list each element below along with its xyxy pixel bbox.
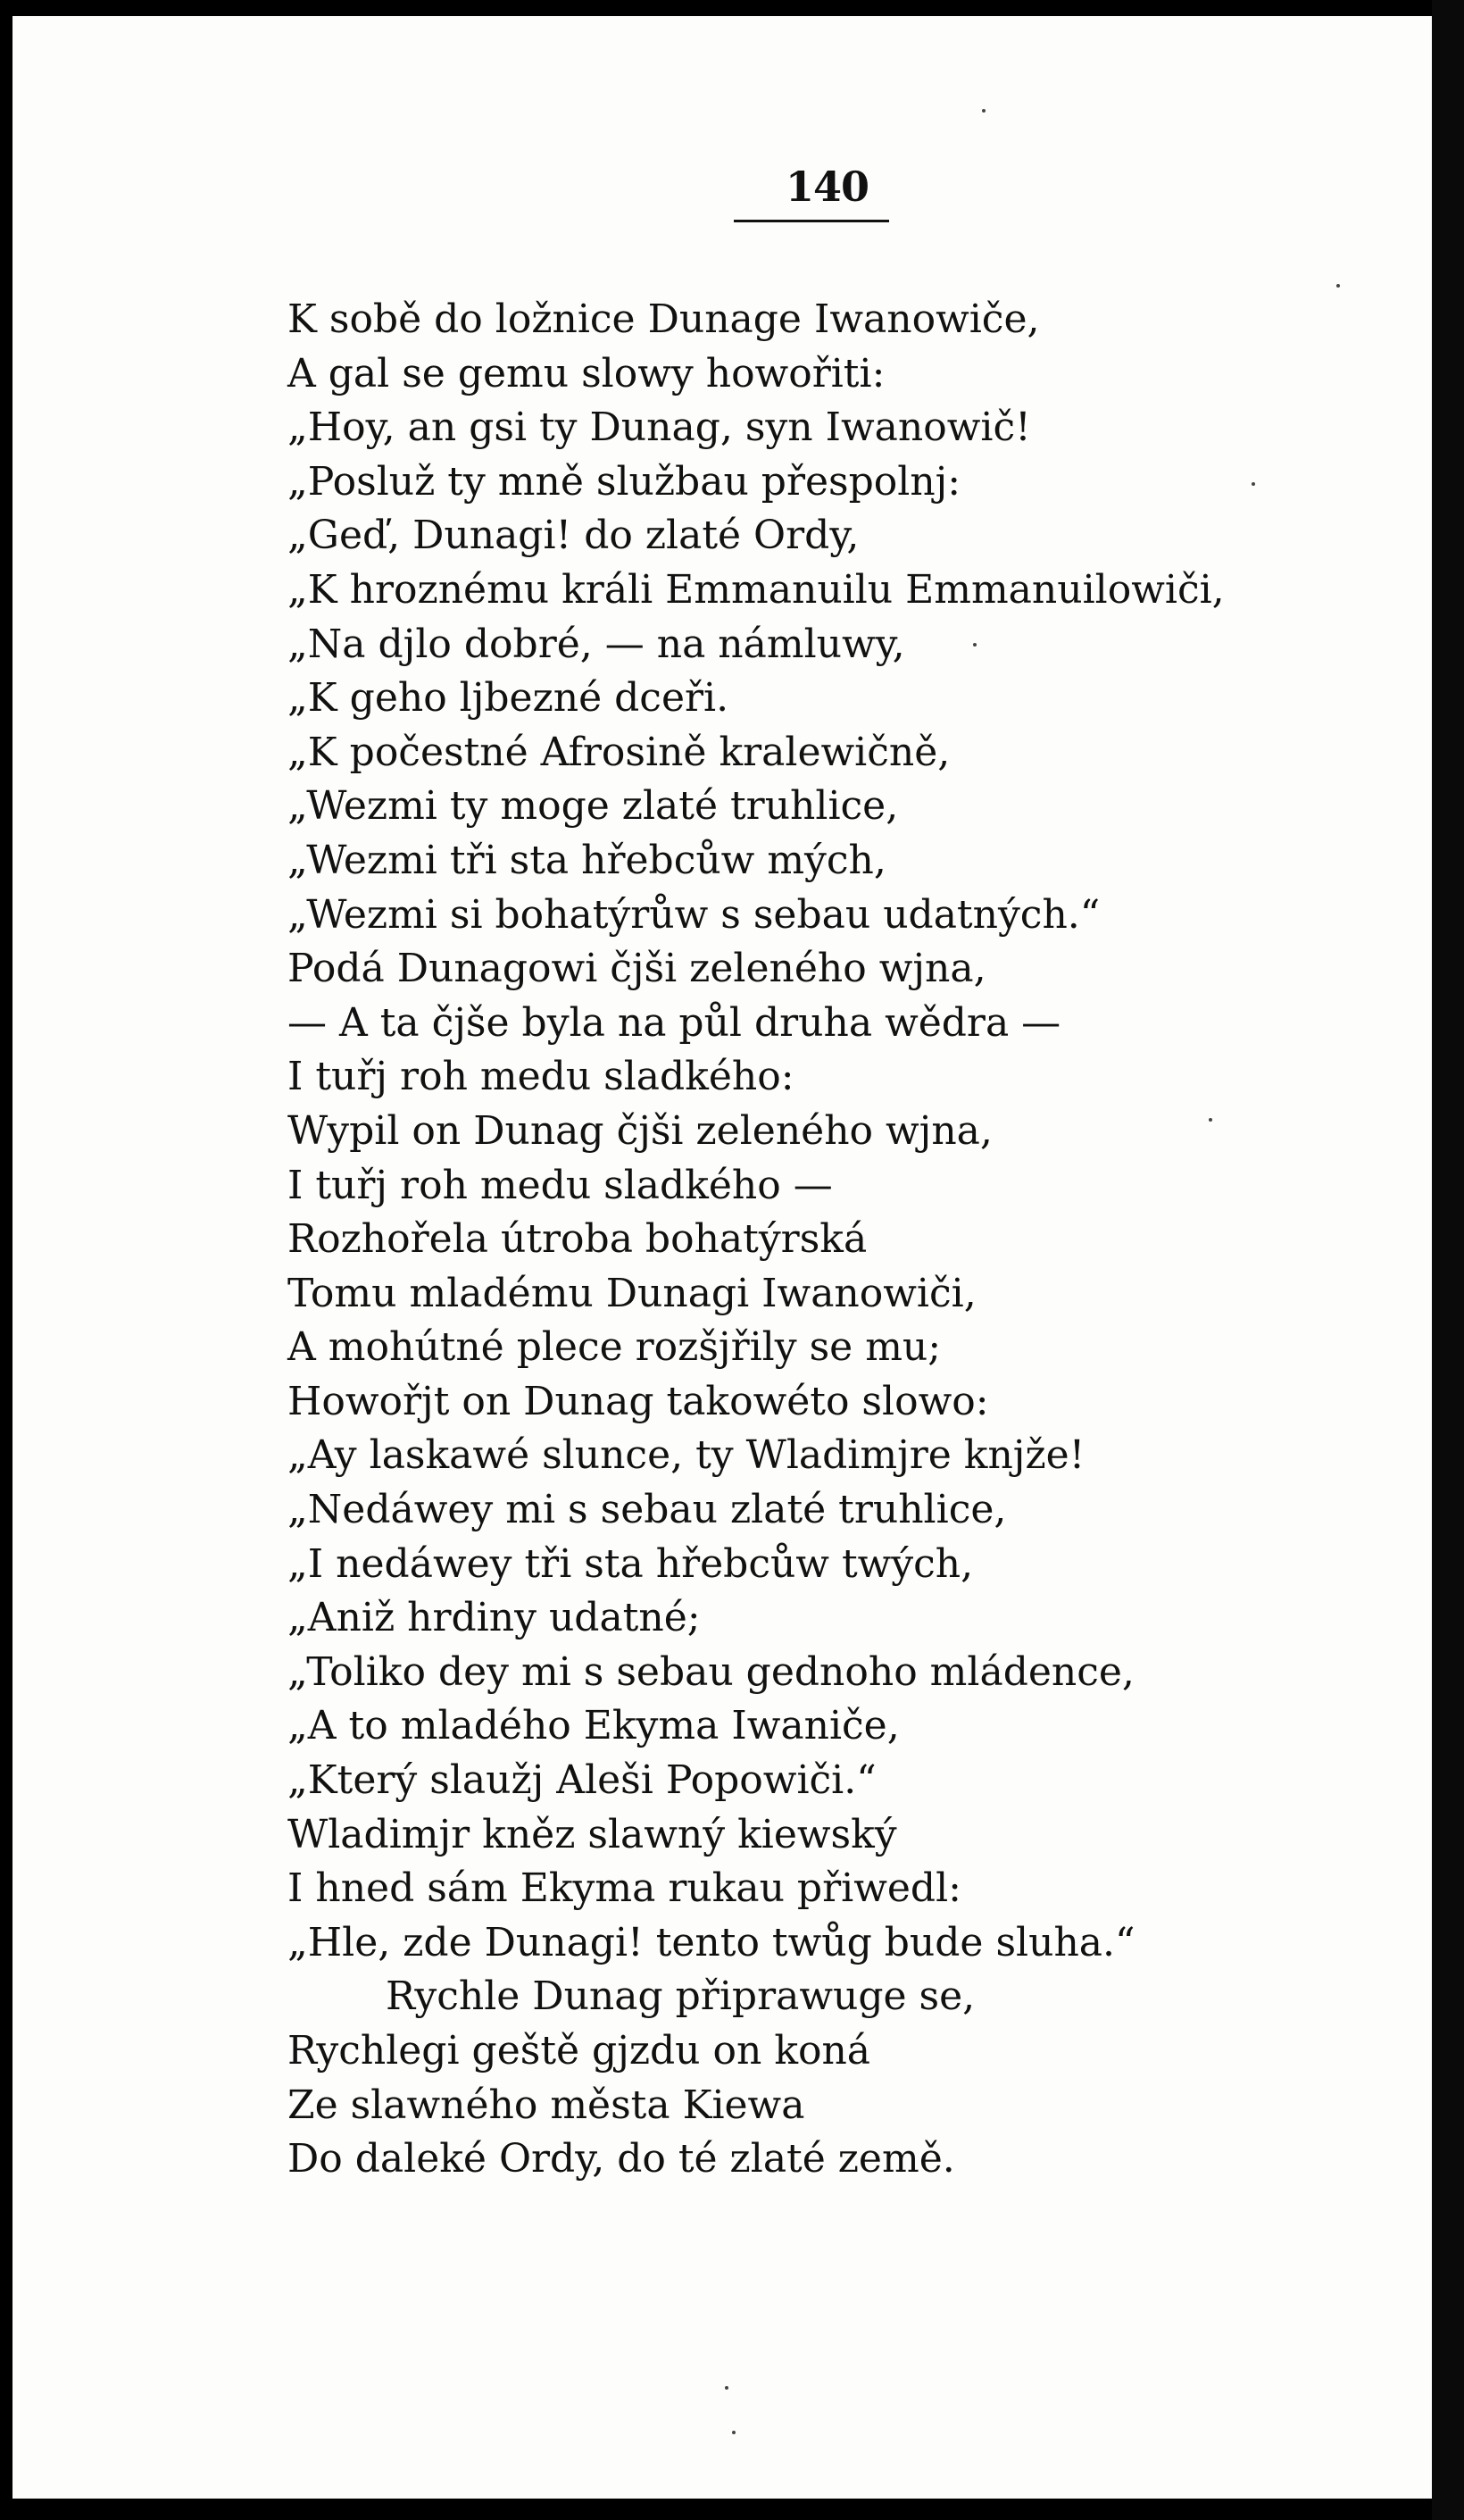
poem-line: „Hoy, an gsi ty Dunag, syn Iwanowič! bbox=[287, 405, 1031, 451]
poem-line: A mohútné plece rozšjřily se mu; bbox=[287, 1324, 942, 1371]
ink-speck bbox=[725, 2386, 728, 2390]
poem-line: Rozhořela útroba bohatýrská bbox=[287, 1216, 868, 1263]
poem-line: K sobě do ložnice Dunage Iwanowiče, bbox=[287, 296, 1040, 342]
poem-line: Rychlegi geště gjzdu on koná bbox=[287, 2028, 871, 2074]
ink-speck bbox=[982, 109, 986, 113]
ink-speck bbox=[1336, 284, 1340, 288]
poem-line: Howořjt on Dunag takowéto slowo: bbox=[287, 1378, 989, 1424]
poem-line: A gal se gemu slowy howořiti: bbox=[287, 350, 886, 396]
poem-line: „Wezmi si bohatýrůw s sebau udatných.“ bbox=[287, 891, 1101, 938]
ink-speck bbox=[1209, 1118, 1212, 1122]
ink-speck bbox=[1252, 482, 1255, 486]
poem-line: „Wezmi ty moge zlaté truhlice, bbox=[287, 783, 899, 830]
poem-line: I tuřj roh medu sladkého — bbox=[287, 1162, 833, 1208]
poem-line: „Geď, Dunagi! do zlaté Ordy, bbox=[287, 513, 860, 559]
poem-line-indented: Rychle Dunag připrawuge se, bbox=[386, 1973, 976, 2020]
poem-line: „K hroznému králi Emmanuilu Emmanuilowiči, bbox=[287, 566, 1225, 613]
poem-text bbox=[287, 293, 1296, 2187]
poem-line: „Hle, zde Dunagi! tento twůg bude sluha.“ bbox=[287, 1919, 1135, 1965]
poem-line: I tuřj roh medu sladkého: bbox=[287, 1054, 794, 1100]
poem-line: Ze slawného města Kiewa bbox=[287, 2082, 805, 2128]
poem-line: „Toliko dey mi s sebau gednoho mládence, bbox=[287, 1648, 1135, 1695]
scan-edge bbox=[1432, 0, 1464, 2520]
page-number: 140 bbox=[786, 163, 869, 211]
poem-line: Podá Dunagowi čjši zeleného wjna, bbox=[287, 946, 986, 992]
ink-speck bbox=[732, 2431, 736, 2434]
poem-line: „Aniž hrdiny udatné; bbox=[287, 1595, 701, 1641]
poem-line: „Nedáwey mi s sebau zlaté truhlice, bbox=[287, 1487, 1007, 1533]
header-rule bbox=[734, 220, 889, 222]
poem-line: „Posluž ty mně službau přespolnj: bbox=[287, 458, 961, 505]
poem-line: Wladimjr kněz slawný kiewský bbox=[287, 1811, 897, 1857]
poem-line: „I nedáwey tři sta hřebcůw twých, bbox=[287, 1540, 974, 1587]
poem-line: „Který slaužj Aleši Popowiči.“ bbox=[287, 1757, 877, 1804]
poem-line: Tomu mladému Dunagi Iwanowiči, bbox=[287, 1270, 977, 1316]
poem-line: „Ay laskawé slunce, ty Wladimjre knjže! bbox=[287, 1432, 1086, 1479]
poem-line: „Na djlo dobré, — na námluwy, bbox=[287, 621, 905, 667]
ink-speck bbox=[973, 643, 977, 647]
poem-line: „A to mladého Ekyma Iwaniče, bbox=[287, 1703, 900, 1749]
poem-line: I hned sám Ekyma rukau přiwedl: bbox=[287, 1865, 961, 1912]
poem-line: „K počestné Afrosině kralewičně, bbox=[287, 729, 951, 775]
poem-line: — A ta čjše byla na půl druha wědra — bbox=[287, 999, 1061, 1046]
poem-line: Do daleké Ordy, do té zlaté země. bbox=[287, 2136, 955, 2182]
poem-line: „Wezmi tři sta hřebcůw mých, bbox=[287, 837, 886, 883]
poem-line: Wypil on Dunag čjši zeleného wjna, bbox=[287, 1107, 993, 1154]
poem-line: „K geho ljbezné dceři. bbox=[287, 675, 729, 722]
